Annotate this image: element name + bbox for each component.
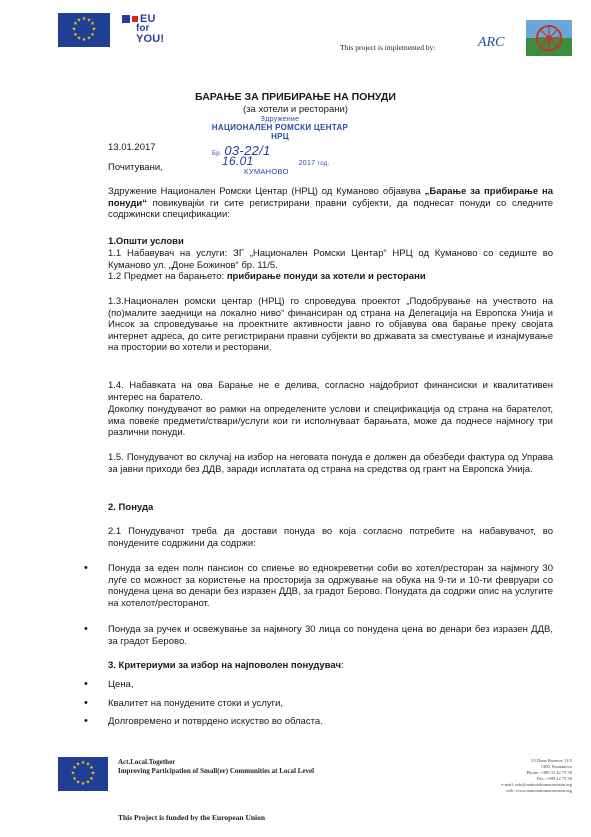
intro-part2: повикувајќи ги сите регистрирани правни субјекти, да поднесат понуди со следните содржински спецификации:: [108, 197, 553, 220]
footer-line1: Act.Local.Together: [118, 758, 176, 766]
footer-addr1: Ul.Done Bozinov 11/5: [531, 758, 572, 763]
section2-heading: 2. Понуда: [108, 502, 154, 513]
section1-p14a: 1.4. Набавката на ова Барање не е делива, согласно најдобриот финансиски и квалитативен интерес на баратело.: [108, 380, 553, 403]
stamp-year-suffix: год.: [317, 161, 330, 167]
section3-heading-text: 3. Критериуми за избор на најповолен понудувач: [108, 660, 341, 671]
arc-logo-text: ARC: [478, 35, 505, 50]
svg-text:★: ★: [75, 761, 81, 768]
svg-text:★: ★: [73, 32, 78, 38]
footer-address: [472, 758, 572, 794]
section2-bullet-1: Понуда за еден полн пансион со спиење во еднокреветни соби во хотел/ресторан за најмногу 30 луѓе со можност за користење на просторија за одржување на обука на 9-ти и 10-ти февруари со понудена цена во денари без изразен ДДВ, за градот Берово. Понудата да содржи опис на услугите на хотелот/ресторанот.: [108, 563, 553, 609]
section3-bullet-3: Долговремено и потврдено искуство во областа.: [108, 716, 323, 727]
svg-text:★: ★: [72, 776, 77, 782]
stamp-number-prefix: Бр.: [212, 151, 222, 157]
intro-part1: Здружение Национален Ромски Центар (НРЦ) од Куманово објавува: [108, 186, 425, 197]
section2-p21: 2.1 Понудувачот треба да достави понуда во која согласно потребите на набавувачот, во понудените содржини да содржи:: [108, 526, 553, 549]
svg-text:★: ★: [76, 17, 82, 24]
section1-p13: 1.3.Национален ромски центар (НРЦ) го спроведува проектот „Подобрување на учеството на (по)малите заедници на локално ниво“ финансиран од страна на Делегација на Европска Унија и Инсок за спроведување на проектните активности јавно го објавува ова барање преку својата интернет адреса, до сите регистрирани правни субјекти во државата за сместување и изнајмување на простории во хотели и ресторани.: [108, 296, 553, 353]
section1-p12-bold: прибирање понуди за хотели и ресторани: [226, 271, 426, 282]
section1-p12: [108, 271, 553, 283]
stamp-number: 03-22/1: [224, 143, 271, 158]
svg-text:★: ★: [91, 26, 97, 33]
footer-addr5: e-mail: info@nationalromacentrum.org: [501, 782, 572, 787]
svg-text:★: ★: [81, 37, 87, 43]
implemented-by-label: This project is implemented by:: [340, 43, 436, 52]
you-text: YOU!: [136, 33, 165, 45]
stamp-line2: НАЦИОНАЛЕН РОМСКИ ЦЕНТАР: [211, 123, 349, 132]
footer-addr3: Phone: +389 31 42 75 50: [526, 770, 572, 775]
for-text: for: [136, 23, 150, 34]
letter-date: 13.01.2017: [108, 142, 156, 153]
section1-p11: 1.1 Набавувач на услуги: ЗГ „Национален Ромски Центар“ НРЦ од Куманово со седиште во Куманово ул. „Доне Божинов“ бр. 11/5.: [108, 248, 553, 271]
intro-bold: „Барање за прибирање на понуди“: [108, 186, 553, 209]
intro-paragraph: [108, 186, 553, 221]
section3-bullet-2: Квалитет на понудените стоки и услуги,: [108, 698, 284, 709]
section2-bullet-2: Понуда за ручек и освежување за најмногу 30 лица со понудена цена во денари без изразен ДДВ, за градот Берово.: [108, 624, 553, 647]
svg-text:★: ★: [76, 35, 82, 42]
document-title: БАРАЊЕ ЗА ПРИБИРАЊЕ НА ПОНУДИ: [195, 91, 396, 103]
bullet-dot: •: [84, 697, 88, 709]
eu-flag-logo: [58, 13, 110, 47]
svg-text:★: ★: [89, 765, 94, 771]
svg-text:★: ★: [86, 35, 92, 42]
stamp-city: КУМАНОВО: [244, 167, 289, 176]
footer-addr6: web: www.nationalromacentrum.org: [506, 788, 572, 793]
bullet-dot: •: [84, 715, 88, 727]
svg-text:★: ★: [85, 779, 91, 786]
svg-text:★: ★: [80, 781, 86, 787]
stamp-line1: Здружение: [260, 116, 300, 123]
stamp-date: 16.01: [222, 154, 254, 168]
stamp-date-row: [222, 154, 330, 168]
eu-text: EU: [140, 13, 156, 25]
section1-p15: 1.5. Понудувачот во склучај на избор на неговата понуда е должен да обезбеди фактура од Управа за јавни приходи без ДДВ, заради исплатата од страна на средства од грант на Европска Унија.: [108, 452, 553, 475]
eu-for-you-logo: [122, 14, 184, 46]
svg-text:★: ★: [75, 779, 81, 786]
svg-text:★: ★: [80, 760, 86, 766]
document-subtitle: (за хотели и ресторани): [243, 104, 348, 115]
svg-text:★: ★: [86, 17, 92, 24]
footer-eu-flag: [58, 757, 108, 791]
svg-text:★: ★: [85, 761, 91, 768]
section3-heading-suffix: :: [340, 660, 344, 671]
stamp-year: 2017: [298, 160, 316, 167]
footer-line2: Improving Participation of Small(er) Communities at Local Level: [118, 767, 315, 775]
footer-project-info: [118, 758, 314, 776]
bullet-dot: •: [84, 562, 88, 574]
bullet-dot: •: [84, 678, 88, 690]
svg-text:★: ★: [71, 26, 77, 33]
svg-text:★: ★: [90, 21, 95, 27]
svg-text:★: ★: [72, 765, 77, 771]
arc-logo: [476, 20, 576, 60]
section1-heading: 1.Општи услови: [108, 236, 184, 247]
stamp-line3: НРЦ: [271, 132, 289, 141]
section1-p12-label: 1.2 Предмет на барањето:: [108, 271, 227, 282]
section1-p14b: Доколку понудувачот во рамки на определените услови и спецификација од страна на барателот, има повеќе предмети/ствари/услуги кои ги исполнуваат барањата, може да поднесе најмногу три различни понуди.: [108, 404, 553, 438]
svg-text:★: ★: [81, 16, 87, 22]
registration-stamp: [190, 116, 370, 141]
bullet-dot: •: [84, 623, 88, 635]
svg-text:★: ★: [90, 32, 95, 38]
section3-heading: [108, 660, 553, 672]
svg-text:★: ★: [70, 770, 76, 777]
footer-addr2: 1300, Kumanovo: [540, 764, 572, 769]
footer-funded: This Project is funded by the European Union: [118, 813, 266, 822]
section3-bullet-1: Цена,: [108, 679, 134, 690]
greeting: Почитувани,: [108, 162, 163, 173]
svg-text:★: ★: [89, 776, 94, 782]
footer-addr4: Fax: +389 42 75 50: [536, 776, 572, 781]
svg-text:★: ★: [90, 770, 96, 777]
svg-text:★: ★: [73, 21, 78, 27]
